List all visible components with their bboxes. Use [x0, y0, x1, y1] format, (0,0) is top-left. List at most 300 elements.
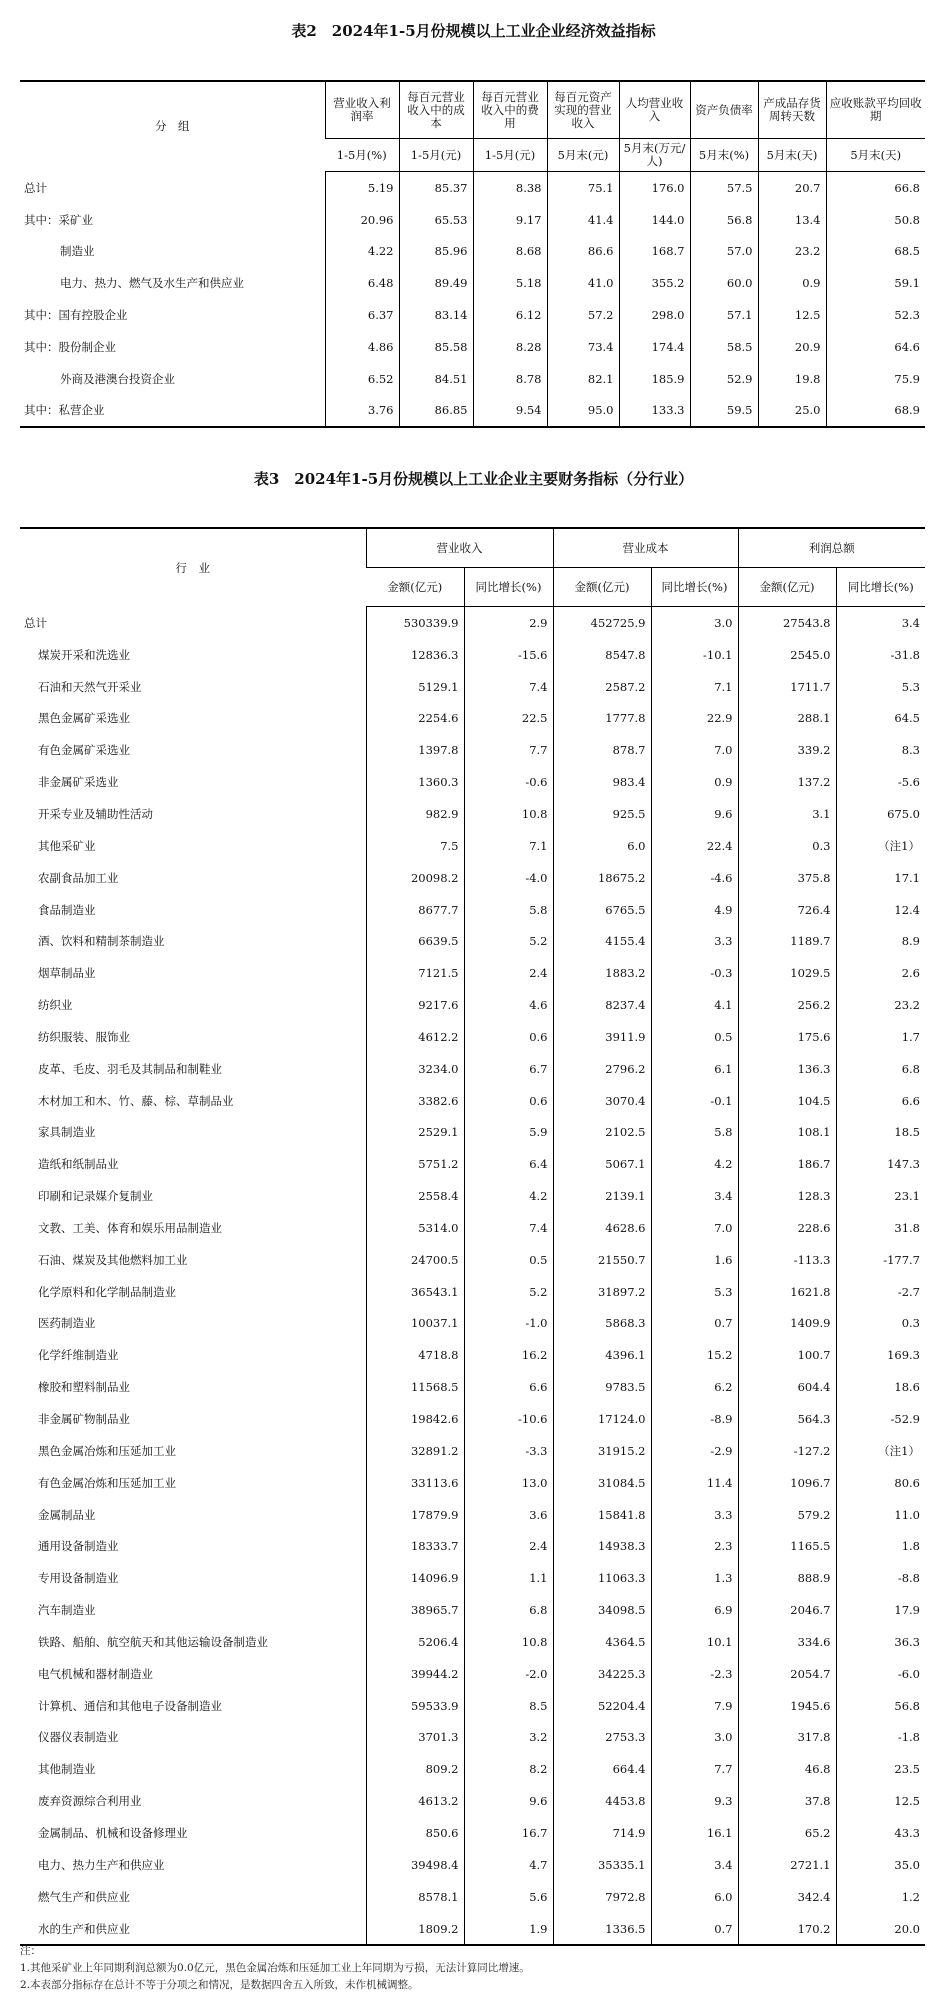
table-cell: 39498.4: [366, 1849, 464, 1881]
table-cell: 39944.2: [366, 1658, 464, 1690]
table-row: [20, 172, 925, 204]
table-row: [20, 1753, 925, 1785]
table-row: [20, 925, 925, 957]
table-cell: -6.0: [836, 1658, 925, 1690]
table-row: [20, 734, 925, 766]
table-cell: 174.4: [619, 331, 690, 363]
table-row: [20, 1467, 925, 1499]
table-cell: 982.9: [366, 798, 464, 830]
row-label: 其中：私营企业: [24, 403, 105, 418]
table-cell: 35335.1: [553, 1849, 651, 1881]
table-cell: 7.7: [651, 1753, 738, 1785]
row-label: 橡胶和塑料制品业: [38, 1380, 130, 1395]
table-cell: 18675.2: [553, 862, 651, 894]
table-cell: 0.9: [651, 766, 738, 798]
table-cell: 1360.3: [366, 766, 464, 798]
column-header: 每百元营业收入中的费用: [473, 81, 547, 139]
table-cell: 86.85: [399, 395, 473, 428]
table-cell: 6639.5: [366, 925, 464, 957]
row-label: 汽车制造业: [38, 1603, 96, 1618]
table-cell: 888.9: [738, 1562, 836, 1594]
table-cell: 342.4: [738, 1881, 836, 1913]
table-cell: 43.3: [836, 1817, 925, 1849]
row-label: 通用设备制造业: [38, 1539, 119, 1554]
table-row: [20, 1913, 925, 1946]
table-cell: 9.6: [464, 1785, 553, 1817]
table-cell: 83.14: [399, 299, 473, 331]
table-cell: 6.8: [464, 1594, 553, 1626]
table-cell: 8.38: [473, 172, 547, 204]
table-cell: 298.0: [619, 299, 690, 331]
table-cell: 35.0: [836, 1849, 925, 1881]
row-label: 总计: [24, 180, 47, 195]
table-cell: -1.8: [836, 1722, 925, 1754]
table-cell: 22.9: [651, 703, 738, 735]
table-cell: 1777.8: [553, 703, 651, 735]
table-row: [20, 1817, 925, 1849]
column-header: 金额(亿元): [553, 568, 651, 607]
table-cell: 6.7: [464, 1053, 553, 1085]
row-label: 仪器仪表制造业: [38, 1730, 119, 1745]
table-cell: -4.0: [464, 862, 553, 894]
row-label: 有色金属冶炼和压延加工业: [38, 1475, 176, 1490]
table-cell: 19842.6: [366, 1403, 464, 1435]
table-cell: 59.1: [826, 267, 925, 299]
table-cell: -8.8: [836, 1562, 925, 1594]
table-row: [20, 957, 925, 989]
table-cell: 1409.9: [738, 1308, 836, 1340]
table-cell: 32891.2: [366, 1435, 464, 1467]
table-cell: 9783.5: [553, 1371, 651, 1403]
table-cell: 20098.2: [366, 862, 464, 894]
table-cell: 4.9: [651, 894, 738, 926]
table-row: [20, 1690, 925, 1722]
table-row: [20, 1626, 925, 1658]
group-header: 营业成本: [553, 528, 738, 568]
table-cell: 73.4: [547, 331, 619, 363]
table-cell: 10.8: [464, 1626, 553, 1658]
table-cell: 4.1: [651, 989, 738, 1021]
column-header: 人均营业收入: [619, 81, 690, 139]
table-cell: 10037.1: [366, 1308, 464, 1340]
table-cell: 2.9: [464, 607, 553, 639]
row-label: 总计: [24, 615, 47, 630]
table-cell: 0.9: [758, 267, 826, 299]
column-unit: 5月末(天): [826, 139, 925, 172]
table-cell: 2139.1: [553, 1180, 651, 1212]
table-cell: 20.7: [758, 172, 826, 204]
table-cell: 104.5: [738, 1085, 836, 1117]
table-cell: 6.0: [553, 830, 651, 862]
table-cell: 2529.1: [366, 1117, 464, 1149]
table-cell: 878.7: [553, 734, 651, 766]
table-cell: 375.8: [738, 862, 836, 894]
table-cell: 4364.5: [553, 1626, 651, 1658]
column-unit: 1-5月(元): [399, 139, 473, 172]
row-label: 医药制造业: [38, 1316, 96, 1331]
table-cell: 4396.1: [553, 1339, 651, 1371]
table-cell: 6.6: [836, 1085, 925, 1117]
table-row: [20, 1308, 925, 1340]
table-cell: 6.0: [651, 1881, 738, 1913]
row-label: 木材加工和木、竹、藤、棕、草制品业: [38, 1093, 234, 1108]
table3: [20, 527, 925, 1946]
table-cell: 3.0: [651, 1722, 738, 1754]
table-cell: 1809.2: [366, 1913, 464, 1946]
table-cell: 1189.7: [738, 925, 836, 957]
row-label: 食品制造业: [38, 902, 96, 917]
table-cell: -1.0: [464, 1308, 553, 1340]
table-cell: 17879.9: [366, 1499, 464, 1531]
table-cell: 6.52: [325, 363, 399, 395]
table-cell: 4628.6: [553, 1212, 651, 1244]
column-header: 每百元资产实现的营业收入: [547, 81, 619, 139]
table-cell: 2545.0: [738, 639, 836, 671]
table-cell: 8.9: [836, 925, 925, 957]
table-row: [20, 1117, 925, 1149]
table-cell: 50.8: [826, 204, 925, 236]
table-cell: 8677.7: [366, 894, 464, 926]
table-cell: -2.3: [651, 1658, 738, 1690]
table-cell: 7.1: [464, 830, 553, 862]
table-cell: 185.9: [619, 363, 690, 395]
table3-title: 表3 2024年1-5月份规模以上工业企业主要财务指标（分行业）: [253, 470, 694, 488]
column-header: 应收账款平均回收期: [826, 81, 925, 139]
table-cell: 5.19: [325, 172, 399, 204]
table-cell: 0.3: [738, 830, 836, 862]
table-cell: 65.53: [399, 204, 473, 236]
row-label: 化学原料和化学制品制造业: [38, 1284, 176, 1299]
table-cell: 925.5: [553, 798, 651, 830]
table-row: [20, 204, 925, 236]
table-cell: 168.7: [619, 236, 690, 268]
table-cell: 57.1: [690, 299, 758, 331]
table-cell: 33113.6: [366, 1467, 464, 1499]
table-cell: 7.7: [464, 734, 553, 766]
table-cell: 59533.9: [366, 1690, 464, 1722]
table-cell: -10.1: [651, 639, 738, 671]
column-unit: 1-5月(%): [325, 139, 399, 172]
table-cell: 137.2: [738, 766, 836, 798]
row-label: 水的生产和供应业: [38, 1921, 130, 1936]
group-header: 营业收入: [366, 528, 553, 568]
table-cell: 16.2: [464, 1339, 553, 1371]
row-label: 其中：股份制企业: [24, 339, 116, 354]
table-cell: 89.49: [399, 267, 473, 299]
table-cell: 31897.2: [553, 1276, 651, 1308]
table-row: [20, 1339, 925, 1371]
table-cell: -5.6: [836, 766, 925, 798]
table-cell: 0.6: [464, 1085, 553, 1117]
table-cell: 4.7: [464, 1849, 553, 1881]
table-cell: 95.0: [547, 395, 619, 428]
table-cell: 1711.7: [738, 671, 836, 703]
row-label: 其中：采矿业: [24, 212, 93, 227]
table-cell: 175.6: [738, 1021, 836, 1053]
table-cell: 19.8: [758, 363, 826, 395]
table-cell: 4.22: [325, 236, 399, 268]
table-cell: 1096.7: [738, 1467, 836, 1499]
row-label: 电力、热力、燃气及水生产和供应业: [60, 276, 244, 291]
table-cell: 82.1: [547, 363, 619, 395]
table-cell: 3.76: [325, 395, 399, 428]
table-cell: 664.4: [553, 1753, 651, 1785]
column-header: 同比增长(%): [651, 568, 738, 607]
table-cell: 56.8: [690, 204, 758, 236]
table-cell: 10.8: [464, 798, 553, 830]
table-row: [20, 607, 925, 639]
table-cell: 2558.4: [366, 1180, 464, 1212]
row-label: 其他制造业: [38, 1762, 96, 1777]
table-cell: 133.3: [619, 395, 690, 428]
column-header: 每百元营业收入中的成本: [399, 81, 473, 139]
table-cell: 579.2: [738, 1499, 836, 1531]
table-cell: 4155.4: [553, 925, 651, 957]
table-cell: 8.68: [473, 236, 547, 268]
row-label: 文教、工美、体育和娱乐用品制造业: [38, 1220, 222, 1235]
table-cell: 41.0: [547, 267, 619, 299]
table-cell: （注1）: [836, 830, 925, 862]
row-label: 非金属矿物制品业: [38, 1412, 130, 1427]
table-row: [20, 1562, 925, 1594]
table-cell: 5868.3: [553, 1308, 651, 1340]
table-cell: 15841.8: [553, 1499, 651, 1531]
table-cell: 4.2: [651, 1148, 738, 1180]
table-cell: 136.3: [738, 1053, 836, 1085]
row-label: 金属制品、机械和设备修理业: [38, 1825, 188, 1840]
table-cell: 57.0: [690, 236, 758, 268]
table-cell: 7.5: [366, 830, 464, 862]
table-cell: 52.3: [826, 299, 925, 331]
table-cell: 675.0: [836, 798, 925, 830]
row-label: 电气机械和器材制造业: [38, 1666, 153, 1681]
table-cell: 85.37: [399, 172, 473, 204]
table-row: [20, 798, 925, 830]
table-cell: 228.6: [738, 1212, 836, 1244]
table-cell: 13.4: [758, 204, 826, 236]
table-row: [20, 1021, 925, 1053]
table-cell: 334.6: [738, 1626, 836, 1658]
table-row: [20, 395, 925, 428]
table-cell: 2054.7: [738, 1658, 836, 1690]
table-cell: 7.1: [651, 671, 738, 703]
table-cell: 1.6: [651, 1244, 738, 1276]
table-cell: 144.0: [619, 204, 690, 236]
table-cell: 12.4: [836, 894, 925, 926]
row-label: 制造业: [60, 244, 95, 259]
table-cell: 14938.3: [553, 1530, 651, 1562]
table-cell: 7.9: [651, 1690, 738, 1722]
table-cell: 186.7: [738, 1148, 836, 1180]
table-cell: 80.6: [836, 1467, 925, 1499]
table-cell: 9.54: [473, 395, 547, 428]
table-cell: 170.2: [738, 1913, 836, 1946]
table-cell: 6.6: [464, 1371, 553, 1403]
table-cell: 9.6: [651, 798, 738, 830]
table-cell: 16.1: [651, 1817, 738, 1849]
table-row: [20, 830, 925, 862]
table-cell: 59.5: [690, 395, 758, 428]
table-row: [20, 1212, 925, 1244]
table-cell: 983.4: [553, 766, 651, 798]
table-row: [20, 703, 925, 735]
table-cell: 0.6: [464, 1021, 553, 1053]
table-cell: 6765.5: [553, 894, 651, 926]
table-cell: 17.9: [836, 1594, 925, 1626]
table-cell: （注1）: [836, 1435, 925, 1467]
table-cell: 2.3: [651, 1530, 738, 1562]
table-cell: -177.7: [836, 1244, 925, 1276]
table-cell: 3.6: [464, 1499, 553, 1531]
table-cell: 452725.9: [553, 607, 651, 639]
column-header: 同比增长(%): [836, 568, 925, 607]
table-cell: 6.9: [651, 1594, 738, 1626]
table-cell: 530339.9: [366, 607, 464, 639]
table-cell: 8.78: [473, 363, 547, 395]
table-cell: 23.2: [836, 989, 925, 1021]
table-cell: 57.2: [547, 299, 619, 331]
column-unit: 5月末(万元/人): [619, 139, 690, 172]
table-cell: 75.9: [826, 363, 925, 395]
table-cell: 86.6: [547, 236, 619, 268]
row-label: 黑色金属冶炼和压延加工业: [38, 1443, 176, 1458]
table-cell: 17124.0: [553, 1403, 651, 1435]
table-cell: 6.48: [325, 267, 399, 299]
table-cell: 3701.3: [366, 1722, 464, 1754]
table-cell: 8.2: [464, 1753, 553, 1785]
table-cell: 6.1: [651, 1053, 738, 1085]
table-cell: 8.5: [464, 1690, 553, 1722]
column-unit: 5月末(%): [690, 139, 758, 172]
table-cell: 17.1: [836, 862, 925, 894]
table-cell: 31084.5: [553, 1467, 651, 1499]
row-label: 黑色金属矿采选业: [38, 711, 130, 726]
table-cell: -2.7: [836, 1276, 925, 1308]
table-cell: 12.5: [758, 299, 826, 331]
table-cell: 169.3: [836, 1339, 925, 1371]
table-cell: 3.0: [651, 607, 738, 639]
table-cell: 604.4: [738, 1371, 836, 1403]
row-label: 电力、热力生产和供应业: [38, 1857, 165, 1872]
column-header: 营业收入利润率: [325, 81, 399, 139]
table-row: [20, 1530, 925, 1562]
table-row: [20, 1658, 925, 1690]
table-cell: 11063.3: [553, 1562, 651, 1594]
table-cell: -127.2: [738, 1435, 836, 1467]
table-cell: 23.1: [836, 1180, 925, 1212]
table-cell: 4.86: [325, 331, 399, 363]
table-row: [20, 1785, 925, 1817]
table-row: [20, 1276, 925, 1308]
table-row: [20, 766, 925, 798]
table-cell: 5.9: [464, 1117, 553, 1149]
table-cell: 1.8: [836, 1530, 925, 1562]
row-label: 开采专业及辅助性活动: [38, 806, 153, 821]
table-cell: 5.8: [464, 894, 553, 926]
table-cell: 23.5: [836, 1753, 925, 1785]
table-cell: 256.2: [738, 989, 836, 1021]
row-label: 煤炭开采和洗选业: [38, 647, 130, 662]
table-row: [20, 1881, 925, 1913]
column-header: 资产负债率: [690, 81, 758, 139]
row-label: 其他采矿业: [38, 838, 96, 853]
table-cell: 0.3: [836, 1308, 925, 1340]
row-label: 石油和天然气开采业: [38, 679, 142, 694]
table-cell: 11.0: [836, 1499, 925, 1531]
table-cell: 5314.0: [366, 1212, 464, 1244]
table-row: [20, 1180, 925, 1212]
table-cell: 2046.7: [738, 1594, 836, 1626]
row-label: 其中：国有控股企业: [24, 308, 128, 323]
table-cell: 1165.5: [738, 1530, 836, 1562]
table-cell: 288.1: [738, 703, 836, 735]
column-header: 金额(亿元): [738, 568, 836, 607]
column-header: 金额(亿元): [366, 568, 464, 607]
table-cell: 1.3: [651, 1562, 738, 1594]
table-cell: 2.6: [836, 957, 925, 989]
table-cell: 56.8: [836, 1690, 925, 1722]
table-row: [20, 1148, 925, 1180]
table-row: [20, 894, 925, 926]
table-cell: 7121.5: [366, 957, 464, 989]
row-label: 烟草制品业: [38, 966, 96, 981]
table2-title: 表2 2024年1-5月份规模以上工业企业经济效益指标: [291, 22, 656, 40]
table-cell: 36.3: [836, 1626, 925, 1658]
table-cell: -0.3: [651, 957, 738, 989]
table-cell: 25.0: [758, 395, 826, 428]
table-cell: 20.9: [758, 331, 826, 363]
table-cell: 18.5: [836, 1117, 925, 1149]
group-header: 利润总额: [738, 528, 925, 568]
row-label: 化学纤维制造业: [38, 1348, 119, 1363]
table-cell: 3070.4: [553, 1085, 651, 1117]
row-label: 农副食品加工业: [38, 870, 119, 885]
table-cell: -0.6: [464, 766, 553, 798]
table-cell: 1397.8: [366, 734, 464, 766]
table-cell: 16.7: [464, 1817, 553, 1849]
table-cell: 36543.1: [366, 1276, 464, 1308]
table-cell: 18.6: [836, 1371, 925, 1403]
table-cell: 18333.7: [366, 1530, 464, 1562]
table-row: [20, 1849, 925, 1881]
table-cell: 64.5: [836, 703, 925, 735]
table-cell: 2587.2: [553, 671, 651, 703]
table-cell: 34098.5: [553, 1594, 651, 1626]
table-cell: 3.1: [738, 798, 836, 830]
table-cell: 5.3: [836, 671, 925, 703]
table-cell: -10.6: [464, 1403, 553, 1435]
table-cell: 2.4: [464, 1530, 553, 1562]
table-cell: 4718.8: [366, 1339, 464, 1371]
table-row: [20, 1594, 925, 1626]
table-cell: 23.2: [758, 236, 826, 268]
table-cell: 4613.2: [366, 1785, 464, 1817]
table-cell: 68.5: [826, 236, 925, 268]
table-cell: -113.3: [738, 1244, 836, 1276]
table-cell: 84.51: [399, 363, 473, 395]
row-label: 石油、煤炭及其他燃料加工业: [38, 1252, 188, 1267]
table-cell: 22.4: [651, 830, 738, 862]
table-cell: 24700.5: [366, 1244, 464, 1276]
table-cell: -8.9: [651, 1403, 738, 1435]
table-cell: -31.8: [836, 639, 925, 671]
table-cell: 809.2: [366, 1753, 464, 1785]
table-cell: 6.4: [464, 1148, 553, 1180]
table-cell: 12.5: [836, 1785, 925, 1817]
table-cell: 27543.8: [738, 607, 836, 639]
column-unit: 5月末(天): [758, 139, 826, 172]
column-header: 同比增长(%): [464, 568, 553, 607]
